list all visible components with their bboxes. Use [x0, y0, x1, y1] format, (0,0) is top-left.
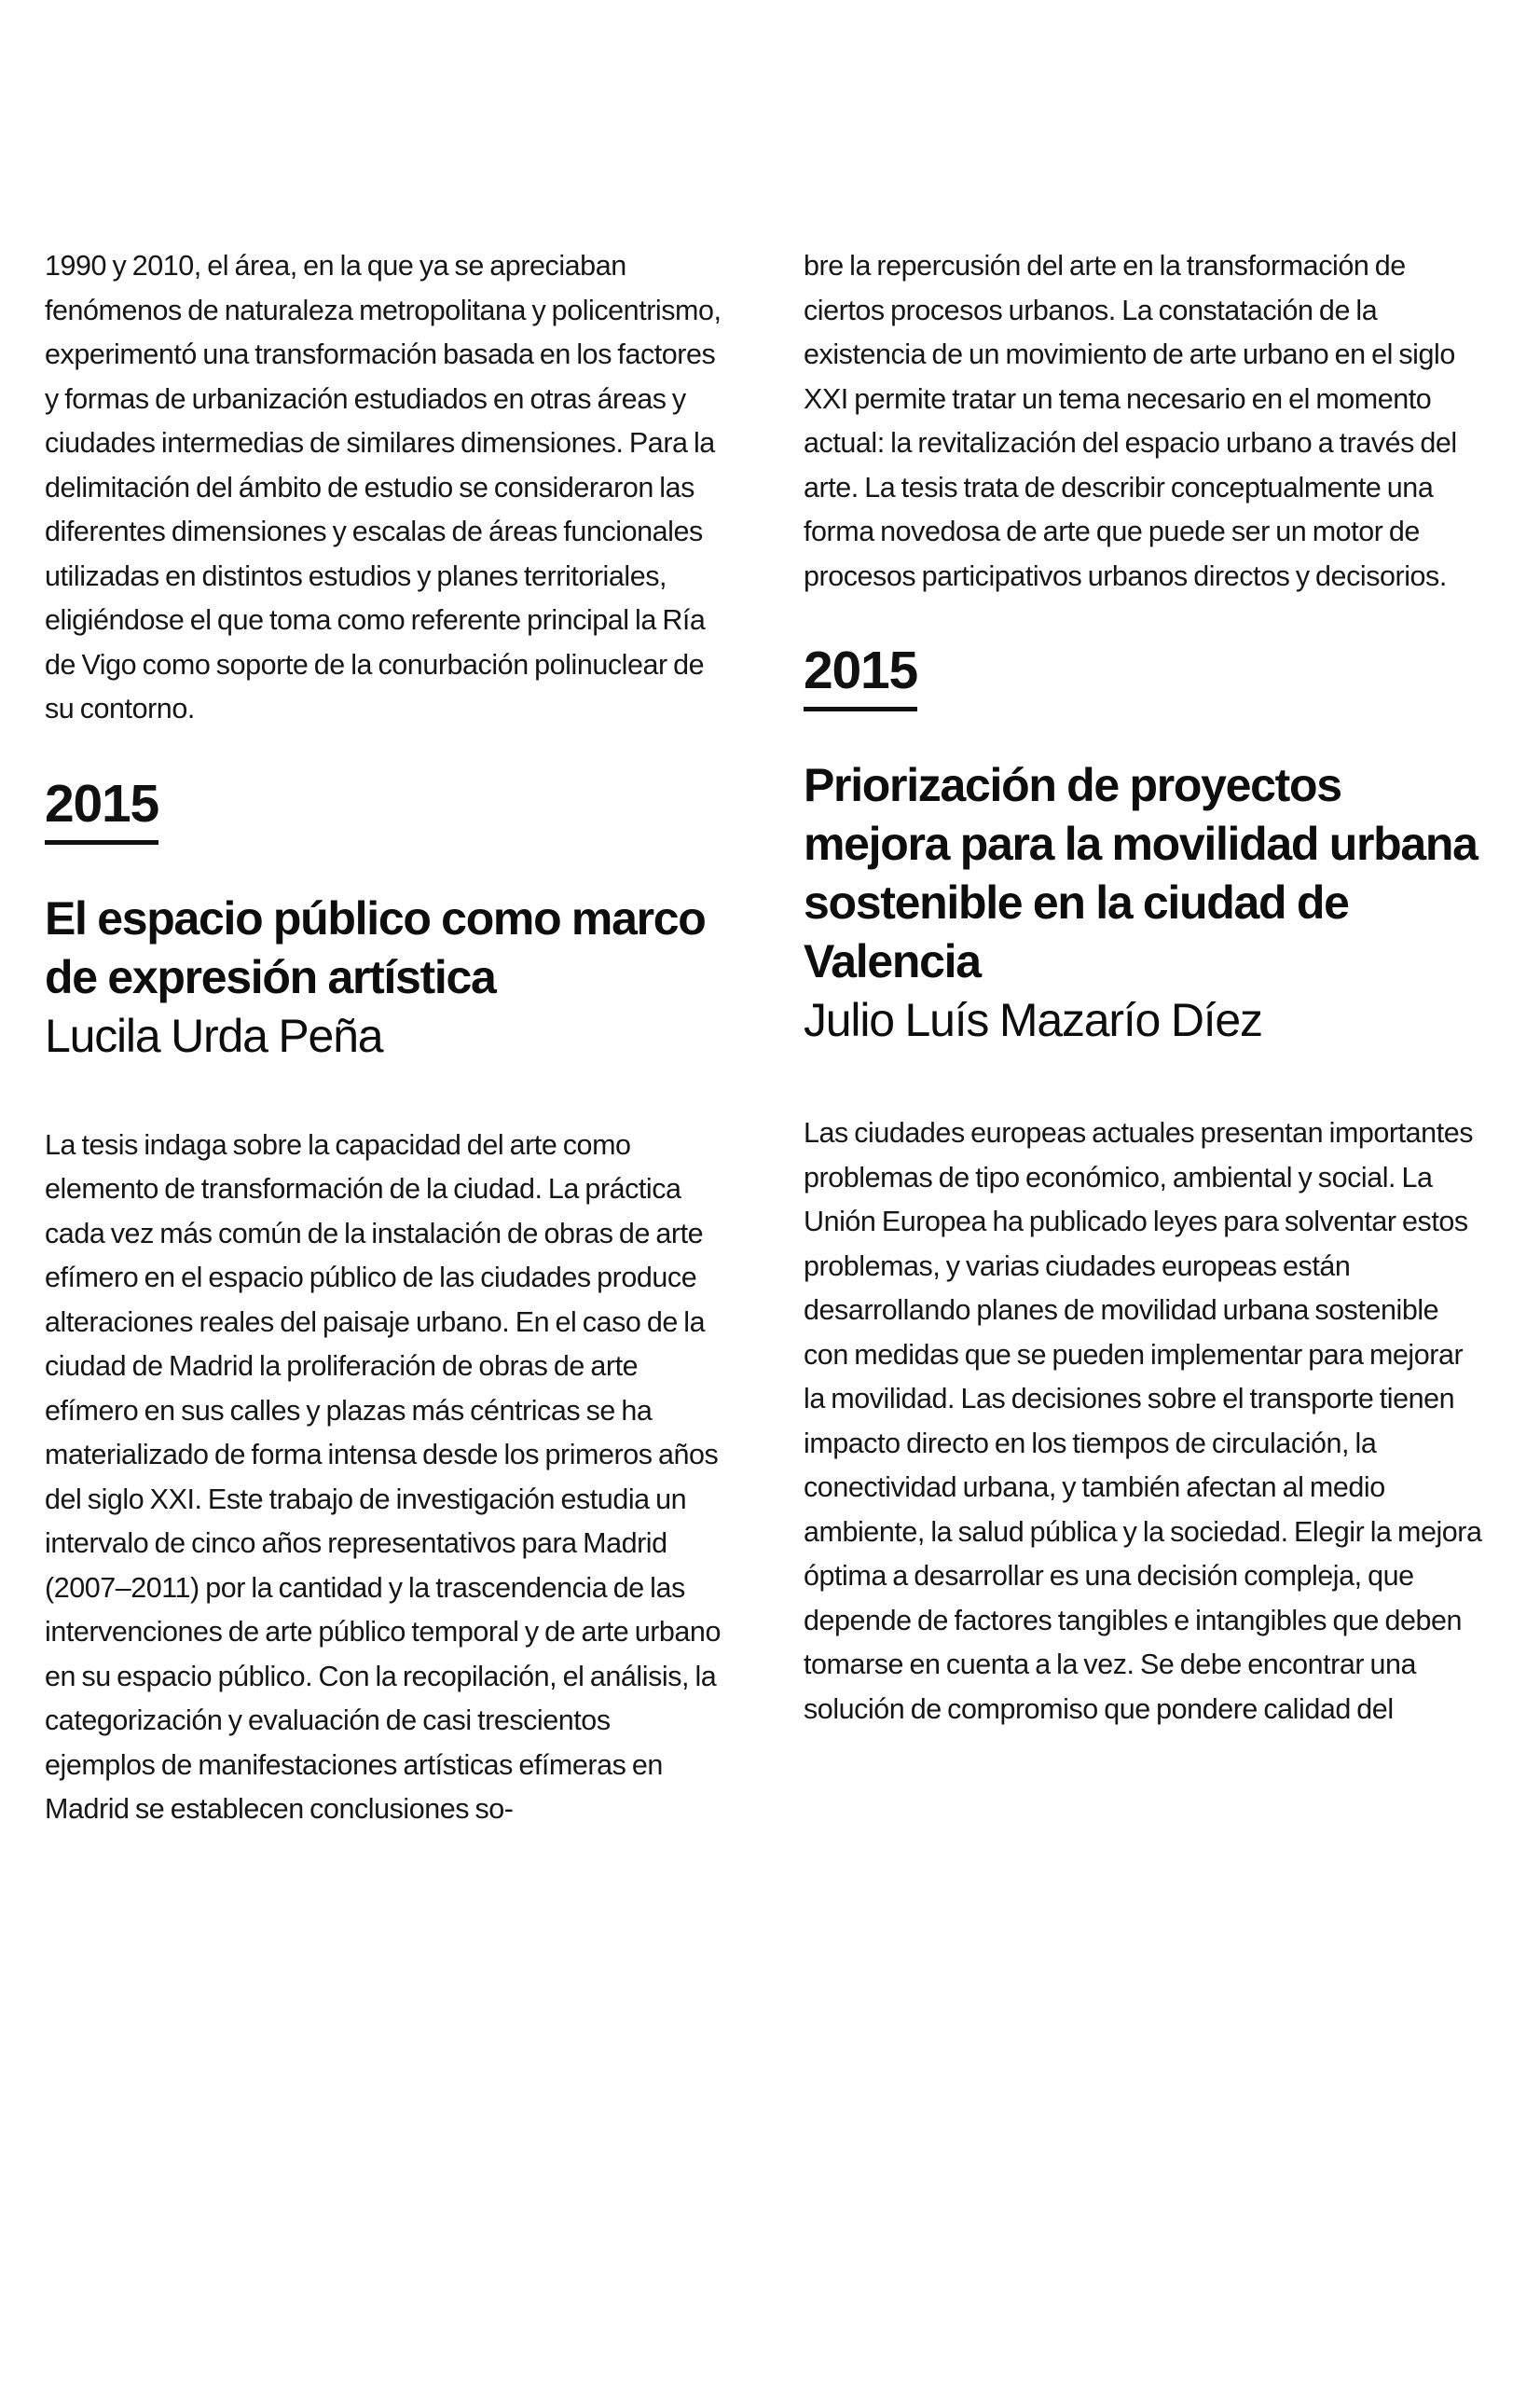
left-year-heading-wrap — [45, 775, 723, 845]
two-column-layout — [45, 244, 1482, 1832]
left-column — [45, 244, 723, 1832]
left-thesis-title: El espacio público como marco de expresión artística — [45, 891, 706, 1003]
right-abstract-paragraph: Las ciudades europeas actuales presentan importantes problemas de tipo económico, ambiental y social. La Unión Europea ha publicado leyes para solventar estos problemas, y varias ciudades europeas están desarrollando planes de movilidad urbana sostenible con medidas que se pueden implementar para mejorar la movilidad. Las decisiones sobre el transporte tienen impacto directo en los tiempos de circulación, la conectividad urbana, y también afectan al medio ambiente, la salud pública y la sociedad. Elegir la mejora óptima a desarrollar es una decisión compleja, que depende de factores tangibles e intangibles que deben tomarse en cuenta a la vez. Se debe encontrar una solución de compromiso que pondere calidad del — [804, 1117, 1482, 1725]
right-thesis-author: Julio Luís Mazarío Díez — [804, 994, 1262, 1046]
right-column — [804, 244, 1482, 1732]
left-abstract-paragraph: La tesis indaga sobre la capacidad del arte como elemento de transformación de la ciudad. La práctica cada vez más común de la instalación de obras de arte efímero en el espacio público de las ciudades produce alteraciones reales del paisaje urbano. En el caso de la ciudad de Madrid la proliferación de obras de arte efímero en sus calles y plazas más céntricas se ha materializado de forma intensa desde los primeros años del siglo XXI. Este trabajo de investigación estudia un intervalo de cinco años representativos para Madrid (2007–2011) por la cantidad y la trascendencia de las intervenciones de arte público temporal y de arte urbano en su espacio público. Con la recopilación, el análisis, la categorización y evaluación de casi trescientos ejemplos de manifestaciones artísticas efímeras en Madrid se establecen conclusiones so- — [45, 1128, 721, 1825]
right-year-heading-wrap — [804, 642, 1482, 711]
left-year-heading: 2015 — [45, 775, 158, 845]
left-continued-paragraph: 1990 y 2010, el área, en la que ya se apreciaban fenómenos de naturaleza metropolitana y policentrismo, experimentó una transformación basada en los factores y formas de urbanización estudiados en otras áreas y ciudades intermedias de similares dimensiones. Para la delimitación del ámbito de estudio se consideraron las diferentes dimensiones y escalas de áreas funcionales utilizadas en distintos estudios y planes territoriales, eligiéndose el que toma como referente principal la Ría de Vigo como soporte de la conurbación polinuclear de su contorno. — [45, 250, 722, 724]
left-thesis-author: Lucila Urda Peña — [45, 1009, 383, 1062]
right-year-heading: 2015 — [804, 642, 917, 711]
right-continued-paragraph: bre la repercusión del arte en la transformación de ciertos procesos urbanos. La constatación de la existencia de un movimiento de arte urbano en el siglo XXI permite tratar un tema necesario en el momento actual: la revitalización del espacio urbano a través del arte. La tesis trata de describir conceptualmente una forma novedosa de arte que puede ser un motor de procesos participativos urbanos directos y decisorios. — [804, 250, 1457, 592]
right-thesis-title: Priorización de proyectos mejora para la movilidad urbana sostenible en la ciudad de Valencia — [804, 759, 1478, 987]
